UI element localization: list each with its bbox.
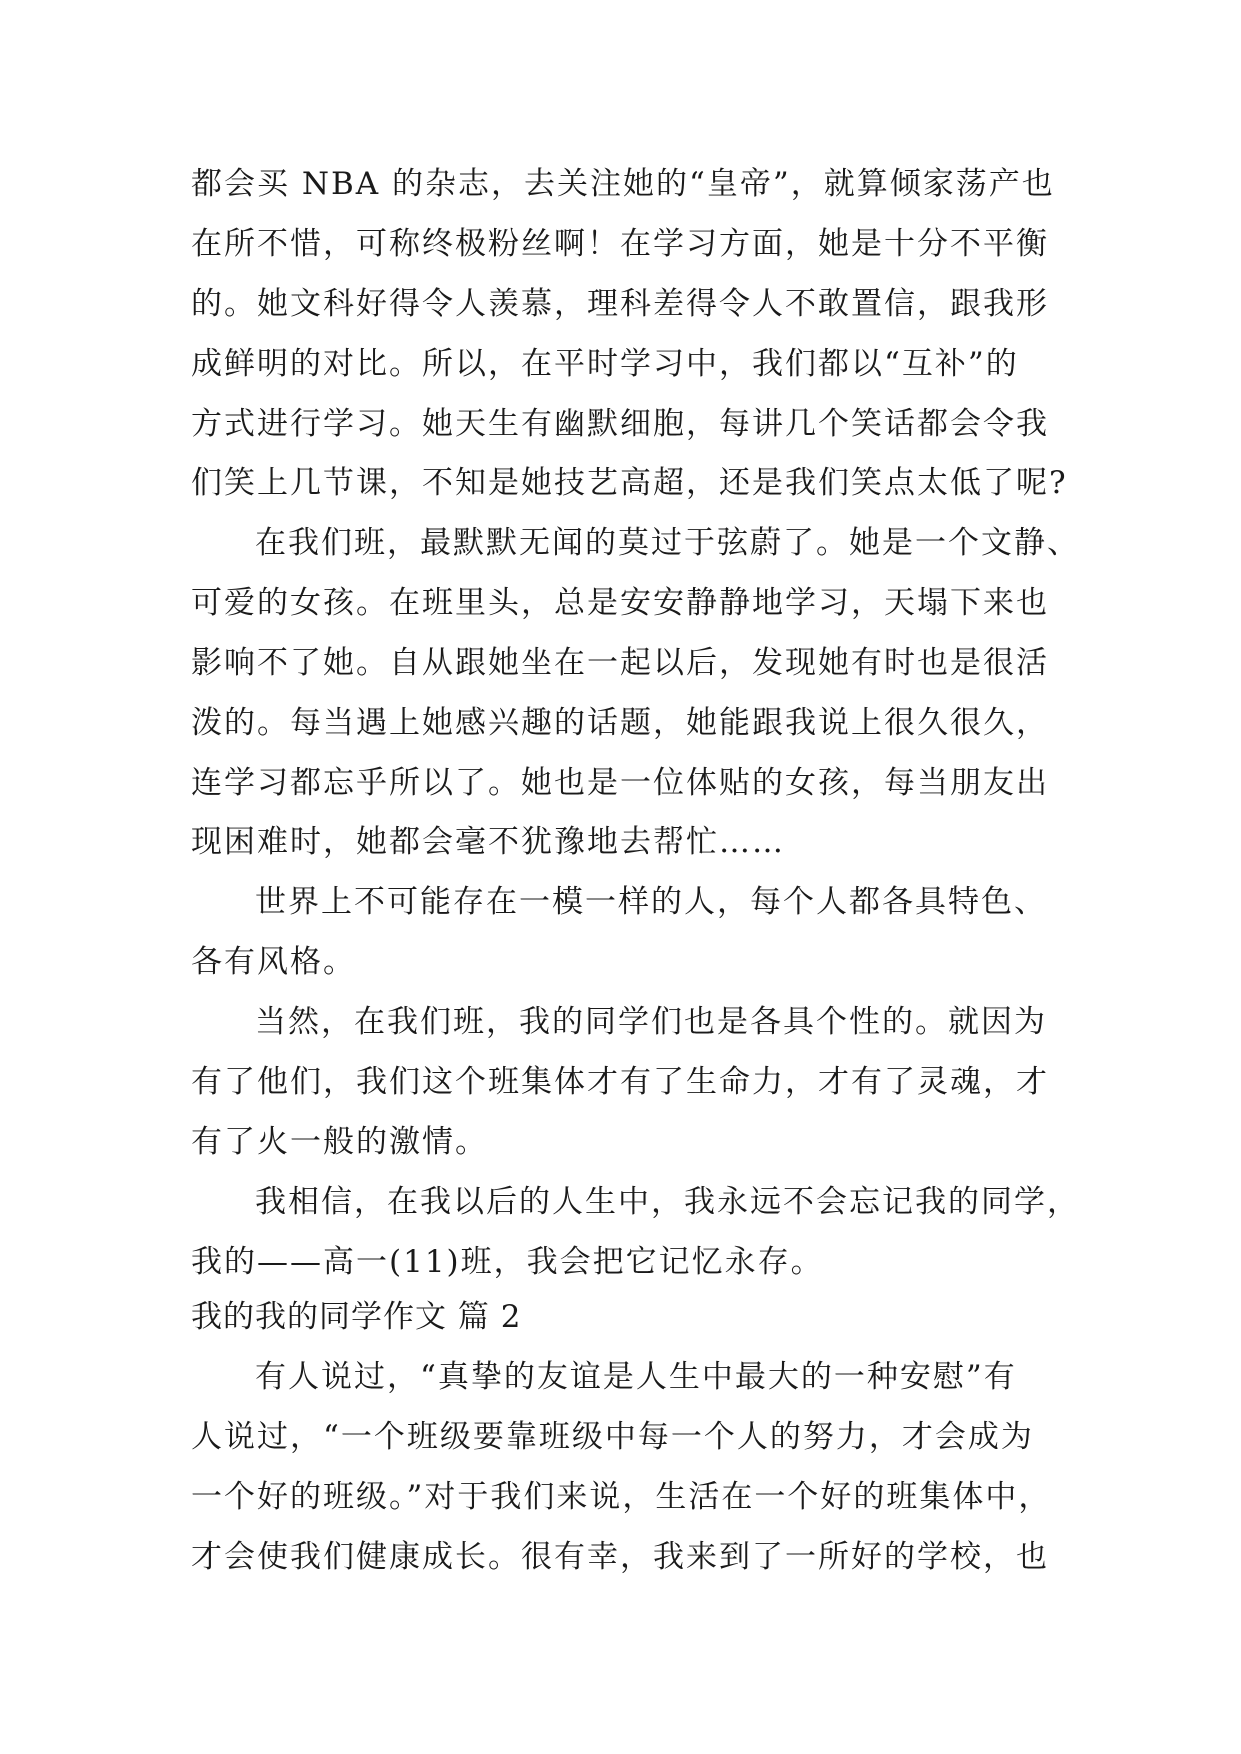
- section-heading: 我的我的同学作文 篇 2: [191, 1299, 522, 1335]
- paragraph-first-line: 世界上不可能存在一模一样的人，每个人都各具特色、: [255, 884, 1047, 920]
- text-line: 可爱的女孩。在班里头，总是安安静静地学习，天塌下来也: [191, 585, 1049, 621]
- text-line: 都会买 NBA 的杂志，去关注她的“皇帝”，就算倾家荡产也: [191, 166, 1055, 202]
- paragraph-first-line: 在我们班，最默默无闻的莫过于弦蔚了。她是一个文静、: [255, 525, 1080, 561]
- text-line: 连学习都忘乎所以了。她也是一位体贴的女孩，每当朋友出: [191, 765, 1049, 801]
- text-line: 各有风格。: [191, 944, 356, 980]
- paragraph-first-line: 有人说过，“真挚的友谊是人生中最大的一种安慰”有: [255, 1359, 1017, 1395]
- text-line: 才会使我们健康成长。很有幸，我来到了一所好的学校，也: [191, 1539, 1049, 1575]
- text-line: 有了火一般的激情。: [191, 1124, 488, 1160]
- text-line: 影响不了她。自从跟她坐在一起以后，发现她有时也是很活: [191, 645, 1049, 681]
- text-line: 一个好的班级。”对于我们来说，生活在一个好的班集体中，: [191, 1479, 1052, 1515]
- text-line: 方式进行学习。她天生有幽默细胞，每讲几个笑话都会令我: [191, 406, 1049, 442]
- text-line: 泼的。每当遇上她感兴趣的话题，她能跟我说上很久很久，: [191, 705, 1049, 741]
- paragraph-first-line: 当然，在我们班，我的同学们也是各具个性的。就因为: [255, 1004, 1047, 1040]
- text-line: 我的——高一(11)班，我会把它记忆永存。: [191, 1244, 824, 1280]
- paragraph-first-line: 我相信，在我以后的人生中，我永远不会忘记我的同学，: [255, 1184, 1080, 1220]
- text-line: 成鲜明的对比。所以，在平时学习中，我们都以“互补”的: [191, 346, 1019, 382]
- text-line: 的。她文科好得令人羡慕，理科差得令人不敢置信，跟我形: [191, 286, 1049, 322]
- text-line: 们笑上几节课，不知是她技艺高超，还是我们笑点太低了呢?: [191, 465, 1068, 501]
- text-line: 在所不惜，可称终极粉丝啊！在学习方面，她是十分不平衡: [191, 226, 1049, 262]
- text-line: 现困难时，她都会毫不犹豫地去帮忙……: [191, 824, 785, 860]
- text-line: 人说过，“一个班级要靠班级中每一个人的努力，才会成为: [191, 1419, 1034, 1455]
- text-line: 有了他们，我们这个班集体才有了生命力，才有了灵魂，才: [191, 1064, 1049, 1100]
